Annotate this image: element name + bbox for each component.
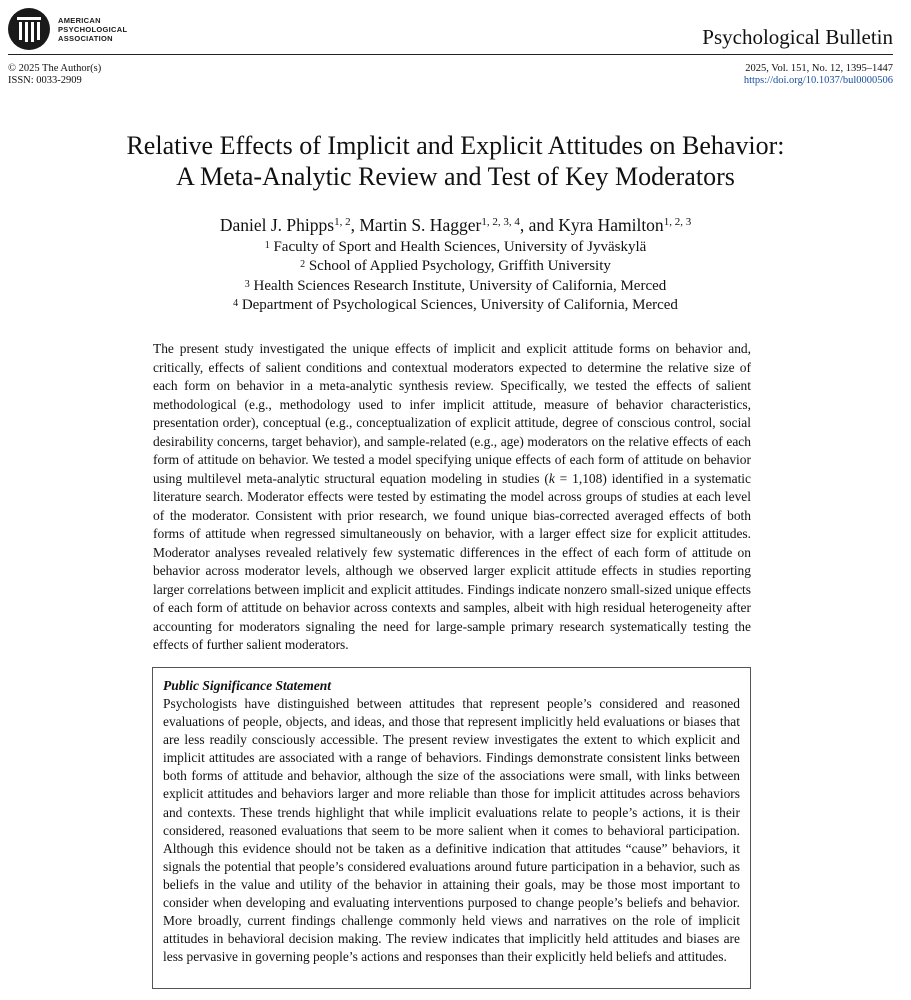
affiliation (0, 257, 911, 276)
affiliation-number: 3 (244, 278, 250, 290)
affiliation-text: Faculty of Sport and Health Sciences, University of Jyväskylä (273, 239, 647, 255)
author-separator: , and (519, 215, 559, 235)
publisher-logo (8, 8, 127, 50)
abstract (153, 340, 751, 655)
author-affiliation-marks: 1, 2 (334, 216, 351, 228)
affiliation-text: Department of Psychological Sciences, University of California, Merced (241, 296, 678, 313)
abstract-text: = 1,108) identified in a systematic literature search. Moderator effects were tested by estimating the model across groups of studies at each level of the moderator. Consistent with prior research, we found unique bias-corrected averaged effects of both forms of attitude when regressed simultaneously on behavior, with a larger effect size for explicit attitudes. Moderator analyses revealed relatively few systematic differences in the effect of each form of attitude on behavior across moderator levels, although we observed larger explicit attitude effects in studies reporting larger correlations between implicit and explicit attitudes. Findings indicate nonzero small-sized unique effects of each form of attitude on behavior across contexts and samples, albeit with high residual heterogeneity after accounting for moderators signaling the need for large-sample primary research systematically testing the effects of further salient moderators. (153, 470, 751, 652)
author-name: Daniel J. Phipps (219, 215, 335, 235)
affiliation-number: 1 (264, 240, 270, 251)
journal-title: Psychological Bulletin (702, 25, 893, 49)
affiliation-number: 2 (300, 259, 306, 271)
public-significance-text: Psychologists have distinguished between attitudes that represent people’s considered and reasoned evaluations of people, objects, and ideas, and those that represent implicitly held evaluations or biases that are less readily consciously accessible. The present review investigates the extent to which explicit and implicit attitudes are associated with a range of behaviors. Findings demonstrate consistent links between both forms of attitude and behavior, although the size of the associations were small, with links between explicit attitudes and behaviors larger and more reliable than those for implicit attitudes across behaviors and contexts. These trends highlight that while implicit evaluations relate to people’s actions, it is their considered, reasoned evaluations that seem to be more salient when it comes to behavioral participation. Although this evidence should not be taken as a definitive indication that attitudes “cause” behaviors, it signals the potential that people’s considered evaluations around future participation in a behavior, such as beliefs in the value and utility of the behavior in attaining their goals, may be those most important to consider when developing and evaluating interventions purposed to change people’s beliefs and behavior. More broadly, current findings challenge commonly held views and narratives on the role of implicit attitudes in behavioral decision making. The review indicates that implicitly held attitudes and biases are less pervasive in governing people’s actions and responses than their explicitly held beliefs and attitudes. (163, 696, 740, 965)
public-significance-box (152, 667, 751, 989)
header-divider (8, 54, 893, 55)
affiliation-text: Health Sciences Research Institute, University of California, Merced (253, 277, 667, 294)
publisher-line: AMERICAN (58, 15, 101, 25)
citation-block (744, 63, 893, 87)
article-title (0, 130, 911, 192)
abstract-text: The present study investigated the unique effects of implicit and explicit attitude forms on behavior and, critically, effects of salient conditions and contextual moderators expected to determine the relative size of each form on behavior in a meta-analytic synthesis review. Specifically, we tested the effects of salient methodological (e.g., methodology used to infer implicit attitude, measure of behavior characteristics, presentation order), conceptual (e.g., conceptualization of explicit attitude, degree of conscious control, social desirability concerns, target behavior), and sample-related (e.g., age) moderators on the relative effects of each form of attitude on behavior. We tested a model specifying unique effects of each form of attitude on behavior using multilevel meta-analytic structural equation modeling in studies ( (153, 341, 751, 486)
publisher-line: ASSOCIATION (58, 33, 113, 43)
copyright-block (8, 63, 101, 87)
author-affiliation-marks: 1, 2, 3 (663, 216, 692, 228)
doi-link[interactable]: https://doi.org/10.1037/bul0000506 (743, 75, 893, 86)
abstract-k-symbol: k (548, 470, 555, 486)
affiliation-list (0, 238, 911, 315)
copyright: © 2025 The Author(s) (8, 63, 102, 74)
affiliation (0, 238, 911, 257)
author-separator: , (350, 215, 360, 235)
publisher-line: PSYCHOLOGICAL (58, 24, 128, 34)
publisher-name (58, 16, 127, 43)
article-title-line: Relative Effects of Implicit and Explicit Attitudes on Behavior: (126, 131, 785, 160)
affiliation-number: 4 (233, 297, 239, 309)
volume-info: 2025, Vol. 151, No. 12, 1395–1447 (745, 63, 893, 74)
author-name: Kyra Hamilton (558, 215, 664, 235)
issn: ISSN: 0033-2909 (8, 75, 82, 86)
author-affiliation-marks: 1, 2, 3, 4 (481, 216, 520, 228)
affiliation (0, 296, 911, 315)
affiliation-text: School of Applied Psychology, Griffith University (308, 258, 611, 275)
article-title-line: A Meta-Analytic Review and Test of Key Moderators (176, 162, 735, 191)
apa-logo-icon (8, 8, 50, 50)
author-list (0, 214, 911, 236)
public-significance-title: Public Significance Statement (163, 678, 331, 693)
author-name: Martin S. Hagger (359, 215, 482, 235)
affiliation (0, 277, 911, 296)
